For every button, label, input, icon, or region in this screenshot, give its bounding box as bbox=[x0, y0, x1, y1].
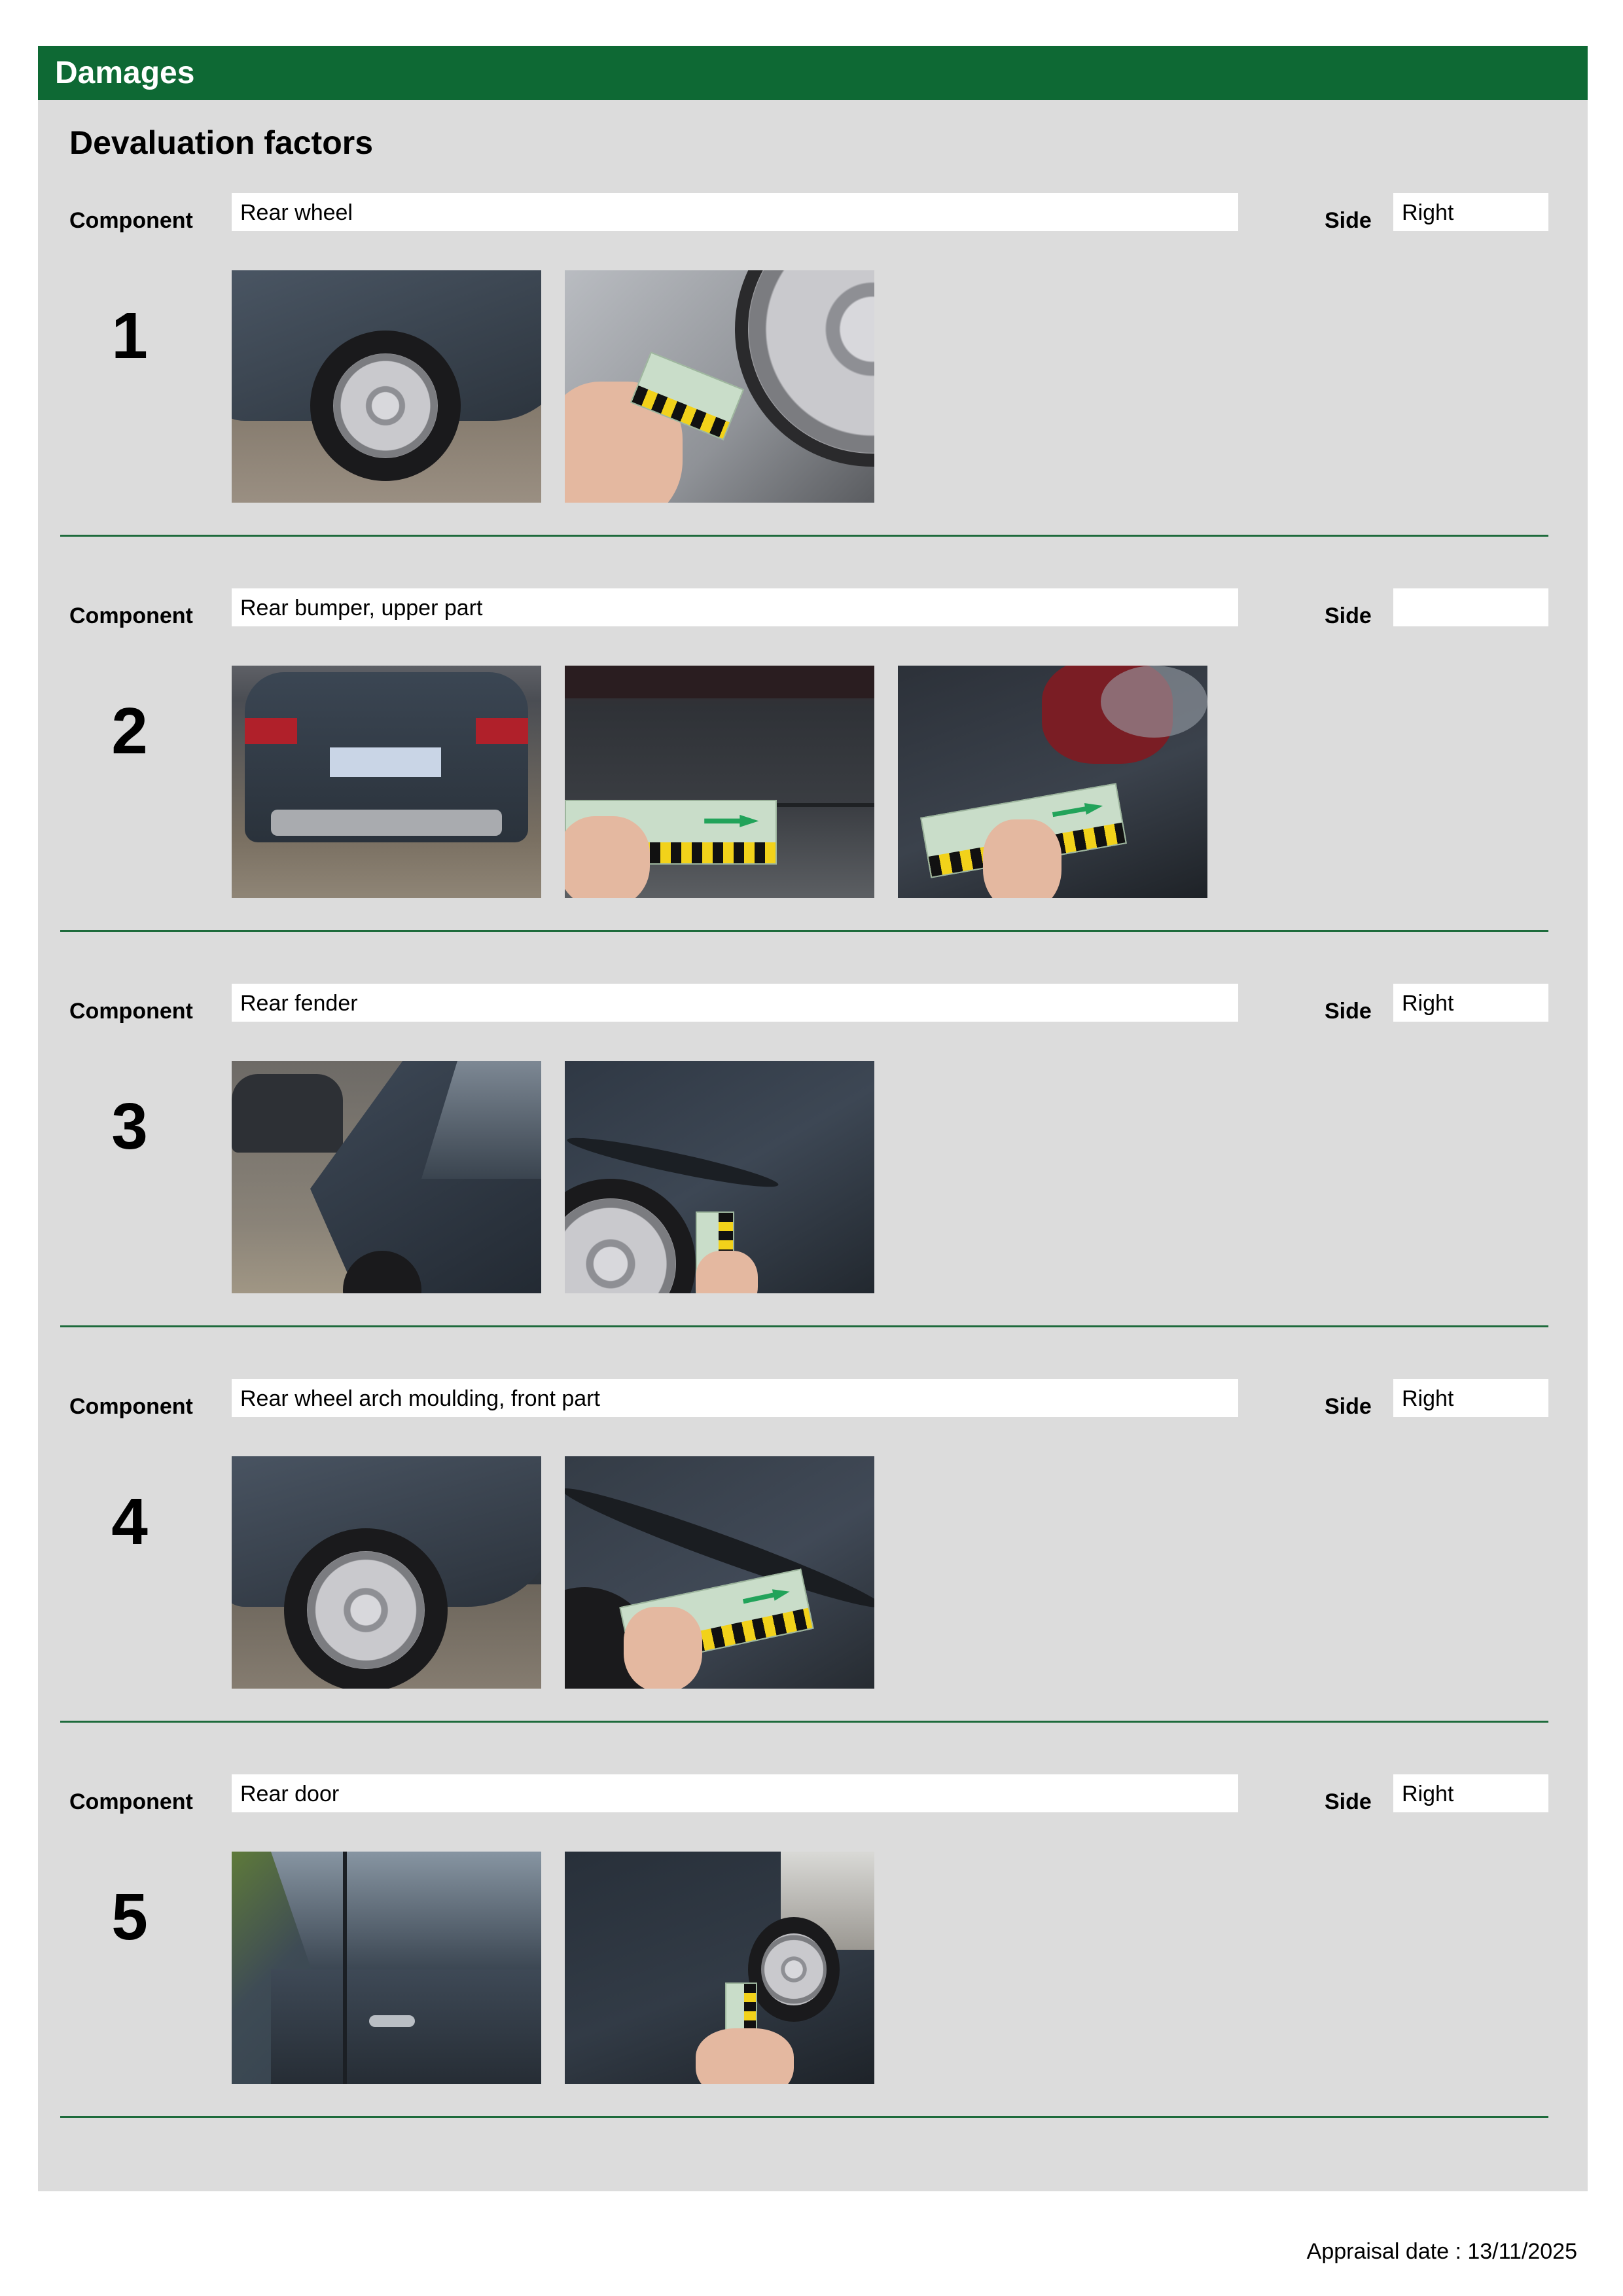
side-value: Right bbox=[1402, 1386, 1454, 1411]
damage-photo[interactable] bbox=[565, 1456, 874, 1689]
component-field bbox=[232, 588, 1238, 626]
entry-divider bbox=[60, 535, 1548, 537]
side-value: Right bbox=[1402, 991, 1454, 1016]
damages-header-bar bbox=[38, 46, 1588, 100]
component-field bbox=[232, 1379, 1238, 1417]
damage-entry-2 bbox=[38, 588, 1588, 984]
entry-divider bbox=[60, 930, 1548, 932]
side-field bbox=[1393, 1379, 1548, 1417]
component-label: Component bbox=[69, 603, 193, 628]
damage-photo[interactable] bbox=[232, 270, 541, 503]
component-value: Rear wheel arch moulding, front part bbox=[240, 1386, 600, 1411]
component-field bbox=[232, 193, 1238, 231]
damage-number: 1 bbox=[111, 299, 148, 372]
side-field bbox=[1393, 588, 1548, 626]
component-label: Component bbox=[69, 1789, 193, 1814]
damage-number: 5 bbox=[111, 1880, 148, 1954]
damage-photo[interactable] bbox=[565, 1061, 874, 1293]
damage-photo[interactable] bbox=[232, 1852, 541, 2084]
side-field bbox=[1393, 984, 1548, 1022]
damage-number: 4 bbox=[111, 1485, 148, 1558]
damages-panel bbox=[38, 46, 1588, 2191]
damage-entry-5 bbox=[38, 1774, 1588, 2170]
side-label: Side bbox=[1325, 999, 1372, 1024]
damage-photo[interactable] bbox=[565, 270, 874, 503]
damages-header-title: Damages bbox=[55, 56, 195, 90]
section-title: Devaluation factors bbox=[69, 124, 374, 161]
damage-photo[interactable] bbox=[565, 1852, 874, 2084]
side-label: Side bbox=[1325, 1394, 1372, 1419]
side-field bbox=[1393, 1774, 1548, 1812]
damage-number: 2 bbox=[111, 694, 148, 768]
side-label: Side bbox=[1325, 208, 1372, 233]
side-label: Side bbox=[1325, 1789, 1372, 1814]
damage-entry-1 bbox=[38, 193, 1588, 588]
side-field bbox=[1393, 193, 1548, 231]
component-value: Rear door bbox=[240, 1782, 340, 1806]
appraisal-date: Appraisal date : 13/11/2025 bbox=[1306, 2239, 1577, 2264]
damage-number: 3 bbox=[111, 1090, 148, 1163]
damage-photo[interactable] bbox=[565, 666, 874, 898]
damage-entry-4 bbox=[38, 1379, 1588, 1774]
damage-photo[interactable] bbox=[232, 1456, 541, 1689]
entry-divider bbox=[60, 2116, 1548, 2118]
entry-divider bbox=[60, 1721, 1548, 1723]
damage-photo[interactable] bbox=[898, 666, 1207, 898]
component-value: Rear bumper, upper part bbox=[240, 596, 483, 620]
damage-entry-3 bbox=[38, 984, 1588, 1379]
component-value: Rear wheel bbox=[240, 200, 353, 225]
component-label: Component bbox=[69, 1394, 193, 1419]
component-value: Rear fender bbox=[240, 991, 358, 1016]
component-label: Component bbox=[69, 208, 193, 233]
side-label: Side bbox=[1325, 603, 1372, 628]
damage-photo[interactable] bbox=[232, 1061, 541, 1293]
entry-divider bbox=[60, 1325, 1548, 1327]
side-value: Right bbox=[1402, 1782, 1454, 1806]
damage-photo[interactable] bbox=[232, 666, 541, 898]
side-value: Right bbox=[1402, 200, 1454, 225]
component-label: Component bbox=[69, 999, 193, 1024]
component-field bbox=[232, 1774, 1238, 1812]
component-field bbox=[232, 984, 1238, 1022]
